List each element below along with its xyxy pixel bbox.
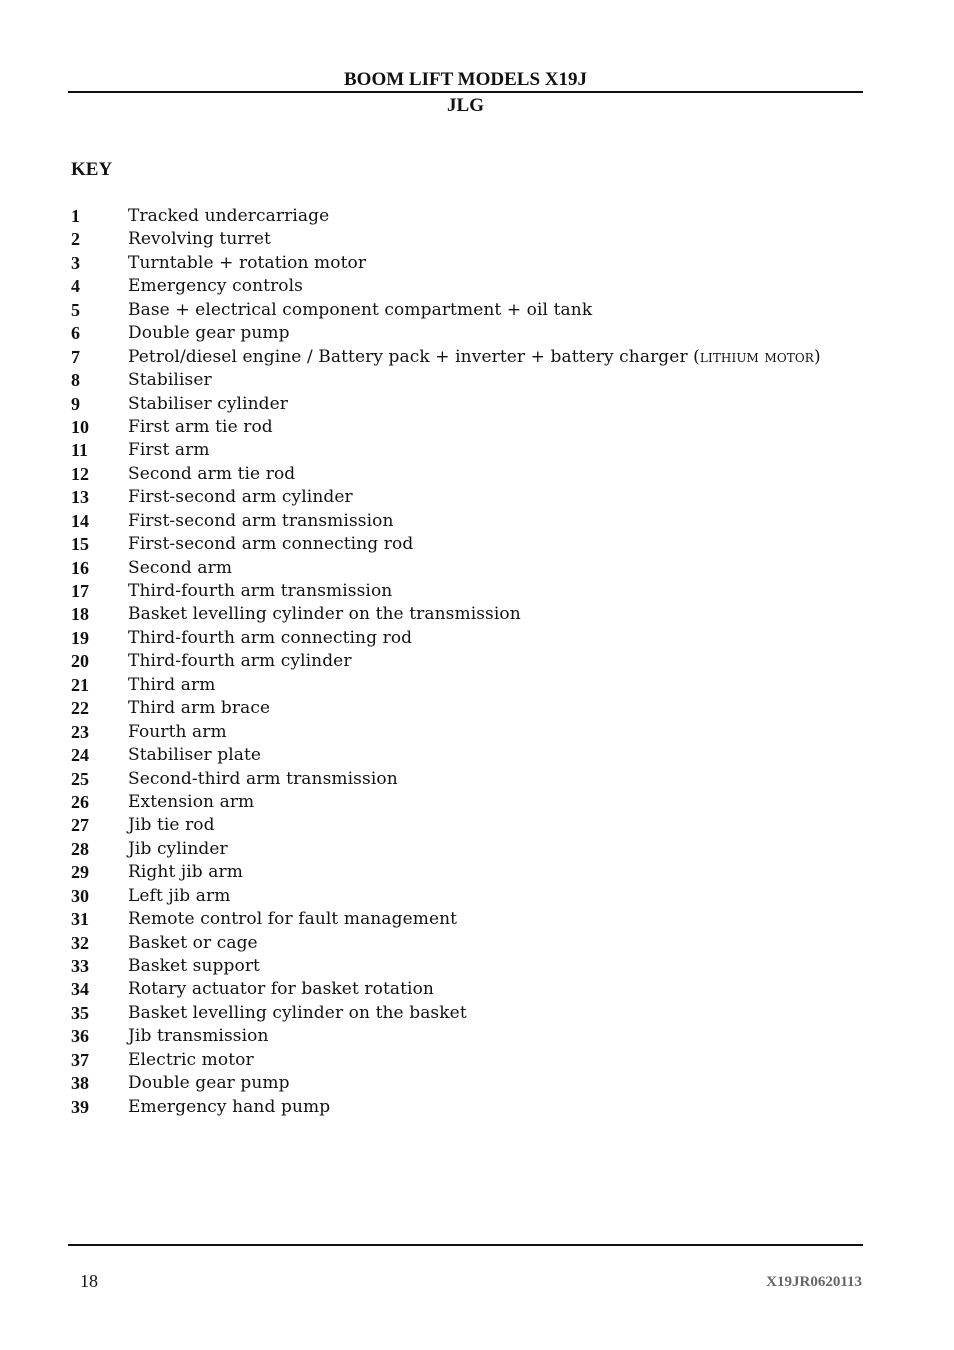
- key-item-label: [128, 463, 295, 486]
- header-title: BOOM LIFT MODELS X19J: [344, 69, 587, 90]
- key-item-text: Jib tie rod: [128, 815, 215, 836]
- key-item-text: Emergency controls: [128, 276, 303, 297]
- key-item-number: 30: [71, 885, 89, 906]
- key-item-label: [128, 697, 270, 720]
- key-item-text: Third-fourth arm connecting rod: [128, 627, 413, 648]
- key-item-number: 9: [71, 393, 80, 414]
- key-item-note: lithium motor: [699, 346, 814, 367]
- key-item-label: [128, 838, 228, 861]
- key-item-number: 35: [71, 1002, 89, 1023]
- key-item-text: Second arm: [128, 557, 233, 578]
- key-item-label: [128, 1096, 330, 1119]
- key-item-text: Electric motor: [128, 1049, 254, 1070]
- key-item-number: 25: [71, 768, 89, 789]
- key-item-label: [128, 205, 329, 228]
- key-item-label: [128, 252, 366, 275]
- key-item-number: 39: [71, 1096, 89, 1117]
- key-item-text: Jib transmission: [128, 1026, 269, 1047]
- key-item-label: [128, 650, 352, 673]
- key-item-number: 2: [71, 229, 80, 250]
- key-item-text: Double gear pump: [128, 323, 290, 344]
- key-item-number: 17: [71, 581, 89, 601]
- key-item-label: [128, 932, 258, 955]
- key-item-number: 14: [71, 510, 89, 531]
- key-item-number: 32: [71, 932, 89, 953]
- key-item-number: 38: [71, 1073, 89, 1094]
- key-item-text: Stabiliser: [128, 370, 212, 391]
- key-item-number: 34: [71, 979, 89, 1000]
- key-item-text: Basket levelling cylinder on the basket: [128, 1002, 467, 1023]
- key-item-text: Tracked undercarriage: [128, 206, 330, 226]
- key-item-text: Petrol/diesel engine / Battery pack + inverter + battery charger: [128, 346, 688, 367]
- key-item-label: [128, 369, 212, 392]
- key-item-text: Stabiliser plate: [128, 745, 262, 766]
- key-item-text: First-second arm connecting rod: [128, 534, 414, 555]
- key-item-number: 26: [71, 791, 89, 812]
- key-item-number: 28: [71, 838, 89, 859]
- key-item-label: [128, 674, 215, 697]
- key-item-text: Rotary actuator for basket rotation: [128, 979, 434, 1000]
- key-item-label: [128, 510, 394, 533]
- key-item-label: [128, 1002, 467, 1025]
- key-item-number: 33: [71, 956, 89, 976]
- key-item-label: [128, 861, 243, 884]
- key-item-text: First-second arm cylinder: [128, 487, 353, 508]
- key-item-label: [128, 721, 227, 744]
- key-item-text: Jib cylinder: [128, 838, 228, 859]
- key-item-text: Extension arm: [128, 791, 255, 812]
- key-item-number: 36: [71, 1026, 89, 1047]
- key-item-label: [128, 486, 353, 509]
- key-item-text: Third-fourth arm cylinder: [128, 651, 352, 672]
- key-item-text: Double gear pump: [128, 1073, 290, 1094]
- key-item-label: [128, 275, 303, 298]
- key-item-number: 20: [71, 651, 89, 672]
- key-item-label: [128, 908, 457, 931]
- key-item-text: Stabiliser cylinder: [128, 393, 289, 414]
- key-item-label: [128, 955, 260, 978]
- key-item-number: 16: [71, 557, 89, 578]
- header-brand: JLG: [447, 95, 484, 116]
- key-item-number: 18: [71, 604, 89, 625]
- key-item-text: Emergency hand pump: [128, 1096, 331, 1117]
- key-item-number: 5: [71, 299, 80, 320]
- key-item-text: Third arm brace: [128, 698, 271, 719]
- key-item-number: 1: [71, 206, 80, 226]
- key-item-text: Basket support: [128, 956, 260, 976]
- footer-divider: [68, 1244, 863, 1246]
- key-item-number: 31: [71, 909, 89, 930]
- key-item-label: [128, 885, 230, 908]
- key-item-label: [128, 814, 215, 837]
- key-item-text: Remote control for fault management: [128, 909, 458, 930]
- key-item-number: 8: [71, 370, 80, 391]
- key-item-text: Basket levelling cylinder on the transmission: [128, 604, 521, 625]
- key-item-label: [128, 627, 412, 650]
- key-item-text: Base + electrical component compartment + oil tank: [128, 299, 593, 320]
- key-item-label: [128, 768, 398, 791]
- key-item-label: [128, 557, 232, 580]
- key-item-label: [128, 439, 210, 462]
- document-code: X19JR0620113: [766, 1274, 862, 1290]
- key-item-number: 27: [71, 815, 89, 836]
- key-item-text: First-second arm transmission: [128, 510, 394, 531]
- page-number: 18: [80, 1271, 98, 1291]
- key-item-number: 10: [71, 416, 89, 437]
- key-item-number: 22: [71, 698, 89, 719]
- key-item-label: [128, 791, 254, 814]
- key-item-label: [128, 603, 521, 626]
- key-item-label: [128, 322, 290, 345]
- key-item-number: 6: [71, 323, 80, 344]
- key-item-label: [128, 299, 592, 322]
- key-item-label: Petrol/diesel engine / Battery pack + inverter + battery charger (lithium motor): [128, 346, 821, 367]
- key-item-text: Second arm tie rod: [128, 463, 296, 484]
- key-item-label: [128, 1049, 254, 1072]
- key-item-number: 24: [71, 745, 89, 766]
- key-item-number: 37: [71, 1049, 89, 1070]
- key-item-label: [128, 533, 413, 556]
- key-item-number: 11: [71, 440, 89, 461]
- key-item-text: Third-fourth arm transmission: [128, 581, 393, 601]
- key-item-number: 29: [71, 862, 89, 883]
- key-item-label: [128, 416, 273, 439]
- key-item-text: Right jib arm: [128, 862, 243, 883]
- key-item-number: 21: [71, 674, 89, 695]
- key-item-number: 12: [71, 463, 89, 484]
- key-item-number: 13: [71, 487, 89, 508]
- key-item-number: 23: [71, 721, 89, 742]
- key-item-label: [128, 1025, 269, 1048]
- key-item-number: 7: [71, 346, 80, 367]
- key-item-text: Basket or cage: [128, 932, 258, 953]
- key-item-label: [128, 744, 261, 767]
- key-item-number: 4: [71, 276, 80, 297]
- key-item-label: [128, 978, 434, 1001]
- key-item-text: First arm tie rod: [128, 416, 273, 437]
- header-divider: [68, 91, 863, 93]
- key-item-number: 15: [71, 534, 89, 555]
- key-item-text: First arm: [128, 440, 210, 461]
- key-item-label: [128, 228, 271, 251]
- key-heading: KEY: [71, 159, 113, 180]
- key-item-number: 3: [71, 252, 80, 273]
- key-item-text: Fourth arm: [128, 721, 227, 742]
- key-item-number: 19: [71, 627, 89, 648]
- key-item-label: [128, 580, 392, 603]
- key-item-text: Third arm: [128, 674, 216, 695]
- key-item-text: Second-third arm transmission: [128, 768, 398, 789]
- key-item-text: Turntable + rotation motor: [128, 252, 367, 273]
- key-item-text: Left jib arm: [128, 885, 231, 906]
- key-item-label: [128, 393, 288, 416]
- key-item-label: [128, 1072, 290, 1095]
- key-item-text: Revolving turret: [128, 229, 271, 250]
